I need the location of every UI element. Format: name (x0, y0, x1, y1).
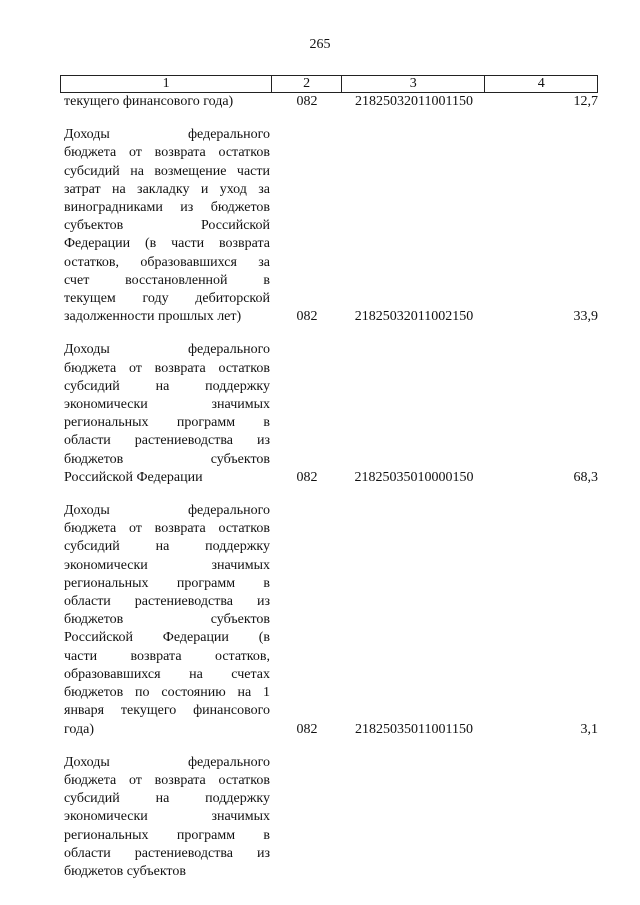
column-header-3: 3 (342, 76, 485, 92)
table-row (60, 126, 598, 326)
description-line: Доходы федерального (64, 503, 270, 519)
row-admin-code: 082 (296, 469, 318, 485)
description-line: бюджета от возврата остатков (64, 772, 270, 788)
description-line: образовавшихся на счетах (64, 666, 270, 682)
description-line: текущем году дебиторской (64, 291, 270, 307)
column-header-4: 4 (537, 76, 545, 91)
page-number: 265 (309, 37, 331, 52)
row-description (60, 93, 272, 111)
description-line: года) (64, 721, 94, 737)
description-line: субсидий на поддержку (64, 539, 270, 555)
description-line: региональных программ в (64, 827, 270, 843)
description-line: бюджетов по состоянию на 1 (64, 685, 270, 701)
description-line: Доходы федерального (64, 127, 270, 143)
row-amount: 3,1 (580, 721, 598, 737)
description-line: Доходы федерального (64, 342, 270, 358)
description-line: региональных программ в (64, 415, 270, 431)
table-row (60, 341, 598, 487)
row-budget-code: 21825035011001150 (355, 721, 473, 737)
row-budget-code: 21825032011002150 (354, 309, 474, 325)
description-line: области растениеводства из (64, 845, 270, 861)
description-line: экономически значимых (64, 557, 270, 573)
description-line: бюджетов субъектов (64, 612, 270, 628)
description-line: Федерации (в части возврата (64, 236, 270, 252)
description-line: экономически значимых (64, 809, 270, 825)
description-line: задолженности прошлых лет) (64, 309, 242, 325)
description-line: бюджета от возврата остатков (64, 360, 270, 376)
description-line: счет восстановленной в (64, 272, 270, 288)
description-line: января текущего финансового (64, 703, 270, 719)
description-line: субсидий на поддержку (64, 378, 270, 394)
description-line: бюджетов субъектов (64, 863, 186, 879)
column-header-2: 2 (272, 76, 342, 92)
row-budget-code: 21825035010000150 (354, 469, 474, 485)
row-admin-code: 082 (296, 309, 318, 325)
table-row (60, 93, 598, 111)
description-line: субсидий на возмещение части (64, 163, 270, 179)
description-line: субъектов Российской (64, 218, 270, 234)
description-line: остатков, образовавшихся за (64, 254, 270, 270)
description-line: области растениеводства из (64, 433, 270, 449)
row-admin-code: 082 (296, 721, 318, 737)
row-description (60, 126, 272, 326)
description-line: Доходы федерального (64, 754, 270, 770)
description-line: текущего финансового года) (64, 94, 234, 109)
description-line: затрат на закладку и уход за (64, 181, 270, 197)
table-row (60, 502, 598, 739)
description-line: бюджетов субъектов (64, 451, 270, 467)
description-line: Российской Федерации (в (64, 630, 270, 646)
description-line: Российской Федерации (64, 469, 203, 485)
row-budget-code: 21825032011001150 (355, 94, 473, 109)
row-amount: 68,3 (573, 469, 598, 485)
column-header-1: 1 (61, 76, 272, 92)
table-body (60, 93, 598, 881)
description-line: части возврата остатков, (64, 648, 270, 664)
row-description (60, 341, 272, 487)
description-line: субсидий на поддержку (64, 791, 270, 807)
row-description (60, 754, 272, 881)
description-line: бюджета от возврата остатков (64, 145, 270, 161)
row-amount: 33,9 (573, 309, 598, 325)
description-line: области растениеводства из (64, 594, 270, 610)
row-admin-code: 082 (296, 94, 318, 109)
description-line: виноградниками из бюджетов (64, 200, 270, 216)
description-line: бюджета от возврата остатков (64, 521, 270, 537)
table-row (60, 754, 598, 881)
row-amount: 12,7 (573, 94, 598, 109)
description-line: экономически значимых (64, 397, 270, 413)
description-line: региональных программ в (64, 575, 270, 591)
table-header-row (60, 75, 598, 93)
row-description (60, 502, 272, 739)
